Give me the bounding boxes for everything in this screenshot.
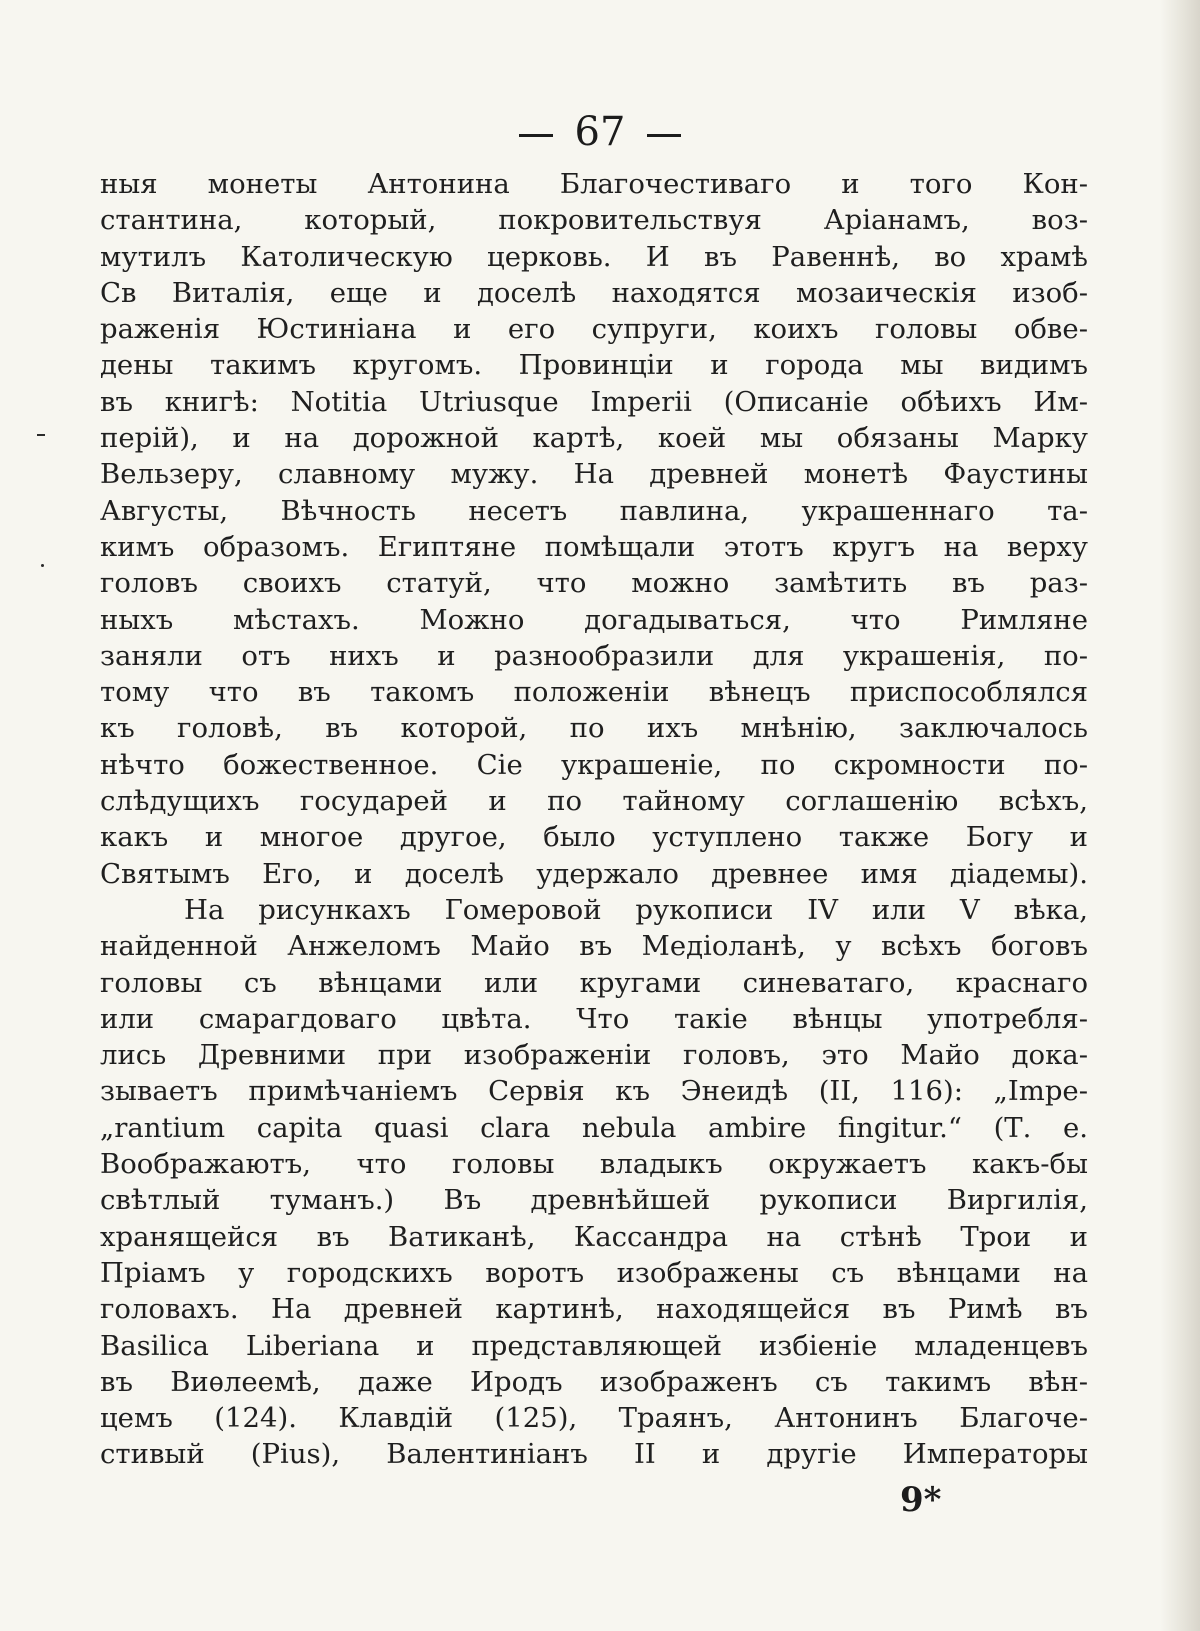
text-line: Святымъ Его, и доселѣ удержало древнее имя діадемы). — [100, 857, 1088, 890]
text-line: стантина, который, покровительствуя Аріанамъ, воз- — [100, 204, 1088, 237]
text-line: головы съ вѣнцами или кругами синеватаго, краснаго — [100, 966, 1088, 999]
text-line: въ Виѳлеемѣ, даже Иродъ изображенъ съ такимъ вѣн- — [100, 1365, 1088, 1398]
margin-mark-dot — [41, 564, 44, 567]
text-line: головахъ. На древней картинѣ, находящейся въ Римѣ въ — [100, 1293, 1088, 1326]
text-line: раженія Юстиніана и его супруги, коихъ головы обве- — [100, 313, 1088, 346]
text-line: Св Виталія, еще и доселѣ находятся мозаическія изоб- — [100, 276, 1088, 309]
paragraph-start-line: На рисункахъ Гомеровой рукописи IV или V вѣка, — [184, 893, 1088, 926]
text-line: мутилъ Католическую церковь. И въ Равеннѣ, во храмѣ — [100, 240, 1088, 273]
text-line: къ головѣ, въ которой, по ихъ мнѣнію, заключалось — [100, 712, 1088, 745]
text-line: лись Древними при изображеніи головъ, это Майо дока- — [100, 1039, 1088, 1072]
text-line: Basilica Liberiana и представляющей избіеніе младенцевъ — [100, 1329, 1088, 1362]
page-header — [0, 109, 1200, 155]
text-line: слѣдущихъ государей и по тайному соглашенію всѣхъ, — [100, 785, 1088, 818]
margin-mark-dash — [37, 434, 45, 436]
page-edge-shadow — [1160, 0, 1200, 1631]
text-line: перій), и на дорожной картѣ, коей мы обязаны Марку — [100, 422, 1088, 455]
text-line: стивый (Pius), Валентиніанъ II и другіе Императоры — [100, 1438, 1088, 1471]
text-line: какъ и многое другое, было уступлено также Богу и — [100, 821, 1088, 854]
page-number: 67 — [574, 109, 626, 155]
text-line: головъ своихъ статуй, что можно замѣтить въ раз- — [100, 567, 1088, 600]
text-line: кимъ образомъ. Египтяне помѣщали этотъ кругъ на верху — [100, 530, 1088, 563]
signature-mark: 9* — [900, 1480, 942, 1520]
body-text — [100, 166, 1088, 1473]
text-line: заняли отъ нихъ и разнообразили для украшенія, по- — [100, 639, 1088, 672]
text-line: нѣчто божественное. Сіе украшеніе, по скромности по- — [100, 748, 1088, 781]
text-line: цемъ (124). Клавдій (125), Траянъ, Антонинъ Благоче- — [100, 1402, 1088, 1435]
text-line: ныя монеты Антонина Благочестиваго и того Кон- — [100, 168, 1088, 200]
text-line: дены такимъ кругомъ. Провинціи и города мы видимъ — [100, 349, 1088, 382]
text-line: Воображаютъ, что головы владыкъ окружаетъ какъ-бы — [100, 1148, 1088, 1181]
text-line: ныхъ мѣстахъ. Можно догадываться, что Римляне — [100, 603, 1088, 636]
text-line: Вельзеру, славному мужу. На древней монетѣ Фаустины — [100, 458, 1088, 491]
text-line: свѣтлый туманъ.) Въ древнѣйшей рукописи Виргилія, — [100, 1184, 1088, 1217]
text-line: зываетъ примѣчаніемъ Сервія къ Энеидѣ (II, 116): „Impe- — [100, 1075, 1088, 1108]
text-line: или смарагдоваго цвѣта. Что такіе вѣнцы употребля- — [100, 1002, 1088, 1035]
text-line: Пріамъ у городскихъ воротъ изображены съ вѣнцами на — [100, 1256, 1088, 1289]
text-line: „rantium capita quasi clara nebula ambire fingitur.“ (Т. е. — [100, 1111, 1088, 1144]
header-dash-left — [519, 134, 553, 137]
text-line: хранящейся въ Ватиканѣ, Кассандра на стѣнѣ Трои и — [100, 1220, 1088, 1253]
header-dash-right — [647, 134, 681, 137]
text-line: тому что въ такомъ положеніи вѣнецъ приспособлялся — [100, 676, 1088, 709]
text-line: найденной Анжеломъ Майо въ Медіоланѣ, у всѣхъ боговъ — [100, 930, 1088, 963]
text-line: Августы, Вѣчность несетъ павлина, украшеннаго та- — [100, 494, 1088, 527]
text-line: въ книгѣ: Notitia Utriusque Imperii (Описаніе обѣихъ Им- — [100, 385, 1088, 418]
